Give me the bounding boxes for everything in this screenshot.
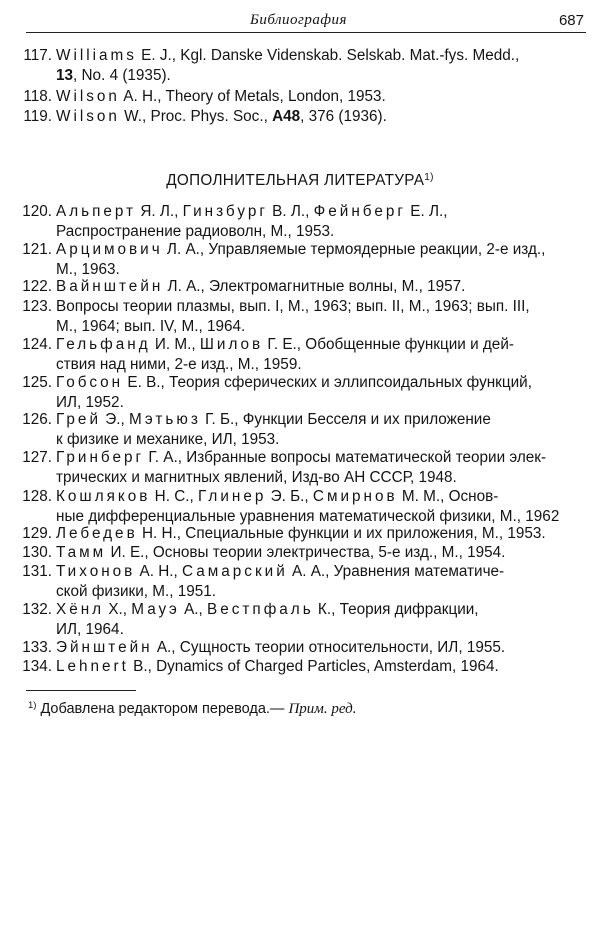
reference-author: Эйнштейн — [56, 639, 153, 656]
reference-text: E. J., Kgl. Danske Videnskab. Selskab. Mat.-fys. Medd., — [136, 47, 520, 64]
reference-text: Распространение радиоволн, М., 1953. — [56, 222, 335, 240]
reference-author: Грей — [56, 411, 101, 428]
reference-number: 133. — [22, 639, 52, 656]
reference-author: Хёнл — [56, 601, 105, 618]
reference-number: 117. — [23, 47, 52, 64]
reference-number: 127. — [22, 449, 52, 466]
reference-author: Гельфанд — [56, 336, 151, 353]
reference-author: Гинзбург — [182, 203, 268, 220]
book-page: Библиография 687 117. Williams E. J., Kgl. Danske Videnskab. Selskab. Mat.-fys. Medd., 13, No. 4 (1935). 118. Wilson A. H., Theory of Metals, London, 1953. 119. Wilson W., Proc. Phys. Soc., A48, 376 (1936). ДОПОЛНИТЕЛЬНАЯ ЛИТЕРАТУРА$^{1)}$ 120. Альперт Я. Л., Гинзбург В. Л., Фейнберг Е. Л., Распространение радиоволн, М., 1953. 121. Арцимович Л. А., Управляемые термоядерные реакции, 2-е изд., М., 1963. 122. Вайнштейн Л. А., Электромагнитные волны, М., 1957. 123. Вопросы теории плазмы, вып. I, М., 1963; вып. II, М., 1963; вып. III, М., 1964; вып. IV, М., 1964. 124. Гельфанд И. М., Шилов Г. Е., Обобщенные функции и дей- ствия над ними, 2-е изд., М., 1959. 125. Гобсон Е. В., Теория сферических и эллипсоидальных функций, ИЛ, 1952. 126. Грей Э., Мэтьюз Г. Б., Функции Бесселя и их приложение к физике и механике, ИЛ, 1953. 127. Гринберг Г. А., Избранные вопросы математической теории элек- трических и магнитных явлений, Изд-во АН СССР, 1948. 128. Кошляков Н. С., Глинер Э. Б., Смирнов М. М., Основ- ные дифференциальные уравнения математической физики, М., 1962 129. Лебедев Н. Н., Специальные функции и их приложения, М., 1953. 130. Тамм И. Е., Основы теории электричества, 5-е изд., М., 1954. 131. Тихонов А. Н., Самарский А. А., Уравнения математиче- ской физики, М., 1951. 132. Хёнл Х., Мауэ А., Вестпфаль К., Теория дифракции, ИЛ, 1964. 133. Эйнштейн А., Сущность теории относительности, ИЛ, 1955. 134. Lehnert B., Dynamics of Charged Particles, Amsterdam, 1964. $^{1)}$ Добавлена редактором перевода.— Прим. ред. — [0, 0, 600, 937]
reference-text: W., Proc. Phys. Soc., — [119, 108, 273, 125]
reference-author: Альперт — [56, 203, 137, 220]
reference-text: ные дифференциальные уравнения математической физики, М., 1962 — [56, 507, 560, 525]
reference-text: A. H., Theory of Metals, London, 1953. — [119, 88, 386, 105]
editor-note: Прим. ред. — [288, 701, 357, 717]
reference-text: , 376 (1936). — [300, 108, 387, 125]
reference-number: 124. — [22, 336, 52, 353]
reference-number: 123. — [22, 298, 52, 315]
reference-text: ской физики, М., 1951. — [56, 582, 217, 600]
reference-number: 128. — [22, 488, 52, 505]
reference-author: Лебедев — [56, 525, 138, 542]
reference-author: Wilson — [56, 88, 120, 105]
reference-volume: 13 — [56, 66, 74, 84]
reference-number: 134. — [22, 658, 52, 675]
reference-author: Тамм — [56, 544, 107, 561]
reference-author: Глинер — [198, 488, 267, 505]
page-header — [26, 6, 586, 33]
running-title: Библиография — [250, 12, 348, 28]
reference-number: 129. — [22, 525, 52, 542]
reference-author: Гринберг — [56, 449, 145, 466]
reference-author: Williams — [56, 47, 137, 64]
reference-author: Шилов — [199, 336, 264, 353]
reference-author: Вайнштейн — [56, 278, 164, 295]
reference-number: 120. — [22, 203, 52, 220]
reference-volume: A48 — [272, 108, 301, 125]
reference-number: 130. — [22, 544, 52, 561]
reference-text: М., 1964; вып. IV, М., 1964. — [56, 317, 246, 335]
footnote-divider — [26, 690, 136, 691]
reference-text: , No. 4 (1935). — [73, 66, 171, 84]
reference-number: 121. — [22, 241, 52, 258]
reference-number: 132. — [22, 601, 52, 618]
section-title: ДОПОЛНИТЕЛЬНАЯ ЛИТЕРАТУРА — [166, 172, 425, 189]
footnote-text: Добавлена редактором перевода.— — [40, 701, 289, 717]
reference-number: 131. — [22, 563, 52, 580]
reference-number: 122. — [22, 278, 52, 295]
footnote-mark: 1) — [28, 700, 37, 711]
reference-number: 126. — [22, 411, 52, 428]
reference-author: Смирнов — [312, 488, 398, 505]
reference-text: ствия над ними, 2-е изд., М., 1959. — [56, 355, 302, 373]
footnote — [28, 700, 357, 718]
reference-author: Арцимович — [56, 241, 163, 258]
reference-author: Lehnert — [56, 658, 129, 675]
reference-author: Мэтьюз — [128, 411, 201, 428]
reference-author: Wilson — [56, 108, 120, 125]
reference-text: Вопросы теории плазмы, вып. I, М., 1963; вып. II, М., 1963; вып. III, — [56, 298, 530, 315]
reference-number: 119. — [23, 108, 52, 125]
reference-author: Мауэ — [131, 601, 180, 618]
footnote-mark: 1) — [424, 172, 434, 183]
section-heading — [0, 172, 600, 190]
reference-text: ИЛ, 1952. — [56, 393, 124, 411]
reference-number: 125. — [22, 374, 52, 391]
page-number: 687 — [558, 12, 584, 29]
reference-author: Вестпфаль — [207, 601, 314, 618]
reference-author: Самарский — [182, 563, 288, 580]
reference-text: трических и магнитных явлений, Изд-во АН СССР, 1948. — [56, 468, 457, 486]
reference-text: М., 1963. — [56, 260, 120, 278]
reference-author: Гобсон — [56, 374, 124, 391]
reference-number: 118. — [23, 88, 52, 105]
reference-author: Тихонов — [56, 563, 136, 580]
reference-author: Кошляков — [56, 488, 151, 505]
reference-author: Фейнберг — [313, 203, 406, 220]
reference-text: к физике и механике, ИЛ, 1953. — [56, 430, 280, 448]
reference-text: ИЛ, 1964. — [56, 620, 124, 638]
